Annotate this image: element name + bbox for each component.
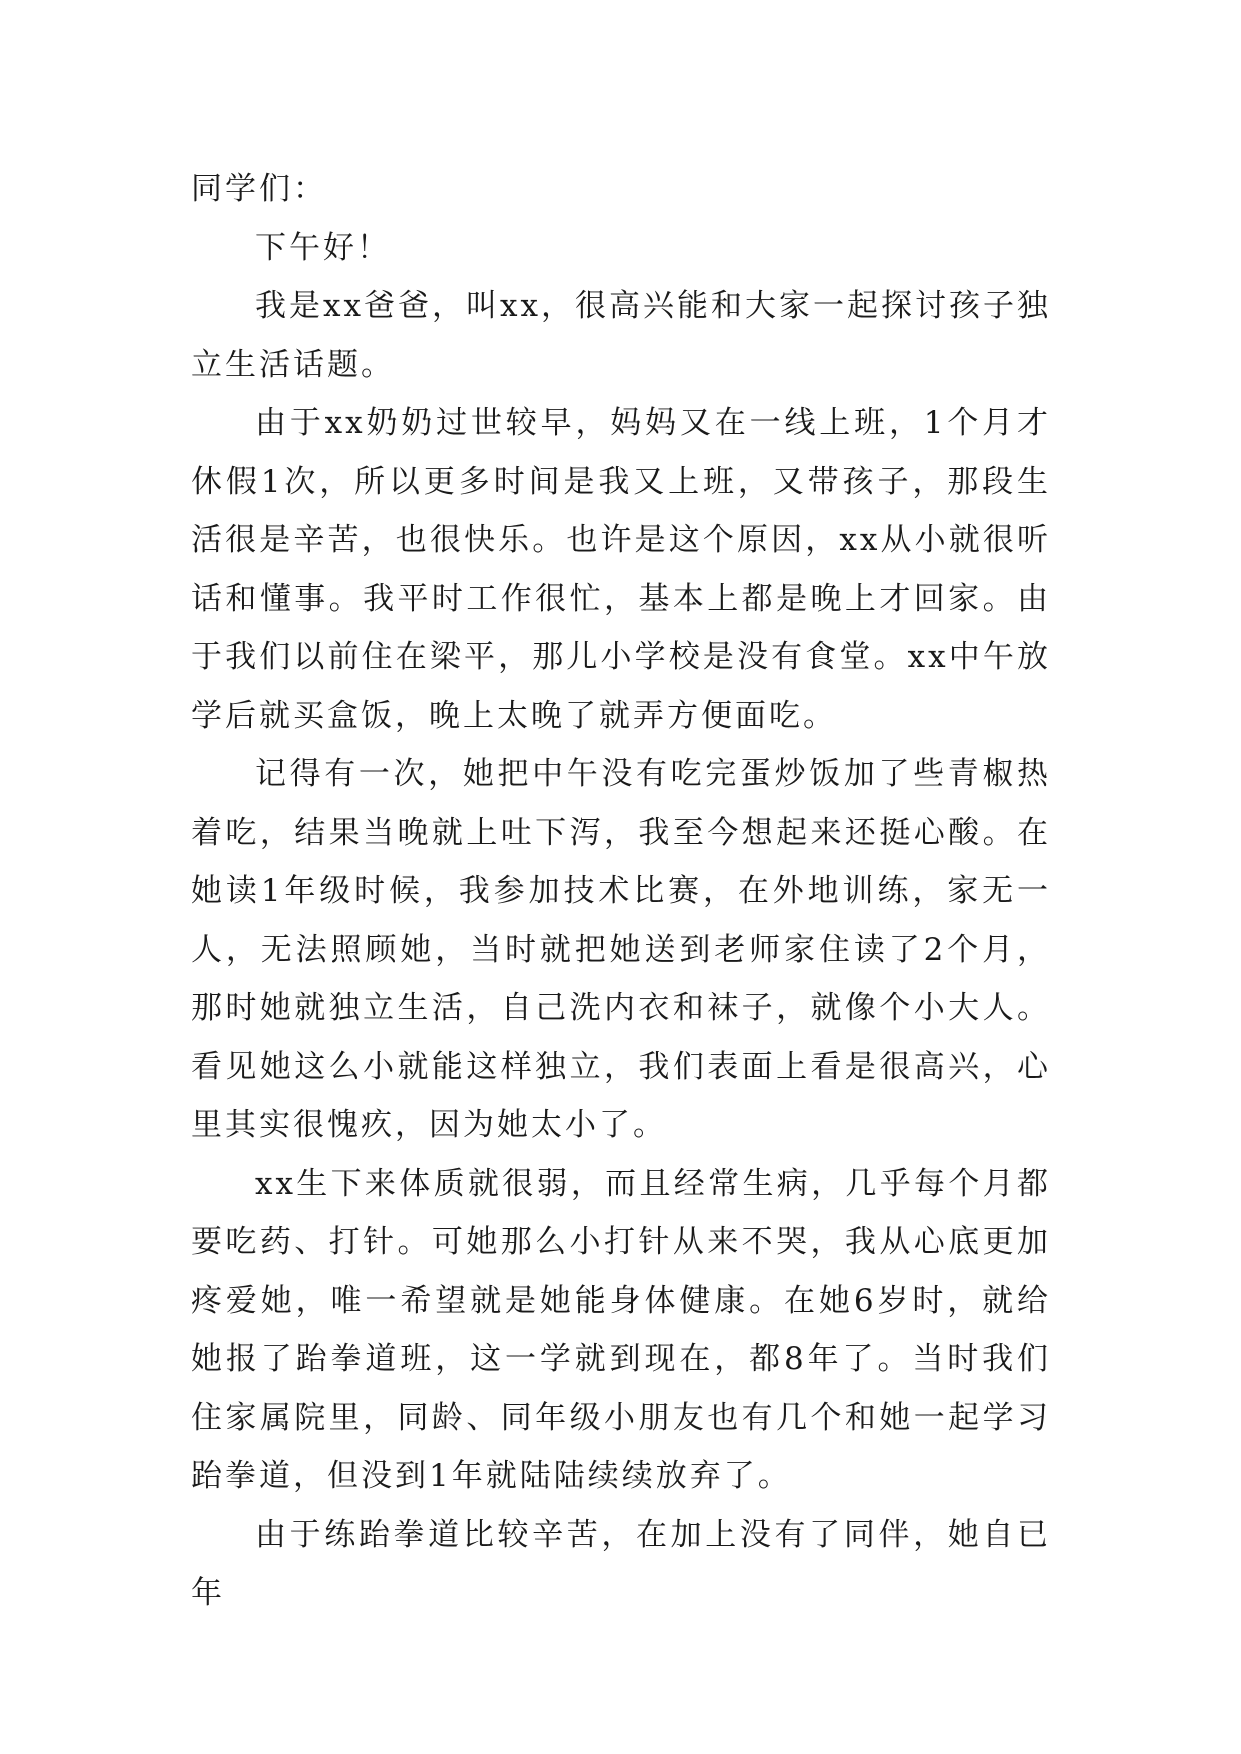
- document-body: [191, 160, 1051, 1623]
- paragraph-memory: 记得有一次，她把中午没有吃完蛋炒饭加了些青椒热着吃，结果当晚就上吐下泻，我至今想起来还挺心酸。在她读1年级时候，我参加技术比赛，在外地训练，家无一人，无法照顾她，当时就把她送到老师家住读了2个月，那时她就独立生活，自己洗内衣和袜子，就像个小大人。看见她这么小就能这样独立，我们表面上看是很高兴，心里其实很愧疚，因为她太小了。: [191, 756, 1051, 1143]
- salutation: 同学们：: [191, 171, 327, 207]
- paragraph-greeting: 下午好！: [255, 229, 391, 266]
- paragraph-taekwondo: 由于练跆拳道比较辛苦，在加上没有了同伴，她自已年: [191, 1516, 1051, 1611]
- paragraph-background: 由于xx奶奶过世较早，妈妈又在一线上班，1个月才休假1次，所以更多时间是我又上班，又带孩子，那段生活很是辛苦，也很快乐。也许是这个原因，xx从小就很听话和懂事。我平时工作很忙，基本上都是晚上才回家。由于我们以前住在梁平，那儿小学校是没有食堂。xx中午放学后就买盒饭，晚上太晚了就弄方便面吃。: [191, 405, 1051, 734]
- paragraph-health: xx生下来体质就很弱，而且经常生病，几乎每个月都要吃药、打针。可她那么小打针从来不哭，我从心底更加疼爱她，唯一希望就是她能身体健康。在她6岁时，就给她报了跆拳道班，这一学就到现在，都8年了。当时我们住家属院里，同龄、同年级小朋友也有几个和她一起学习跆拳道，但没到1年就陆陆续续放弃了。: [191, 1165, 1051, 1494]
- paragraph-introduction: 我是xx爸爸，叫xx，很高兴能和大家一起探讨孩子独立生活话题。: [191, 288, 1051, 383]
